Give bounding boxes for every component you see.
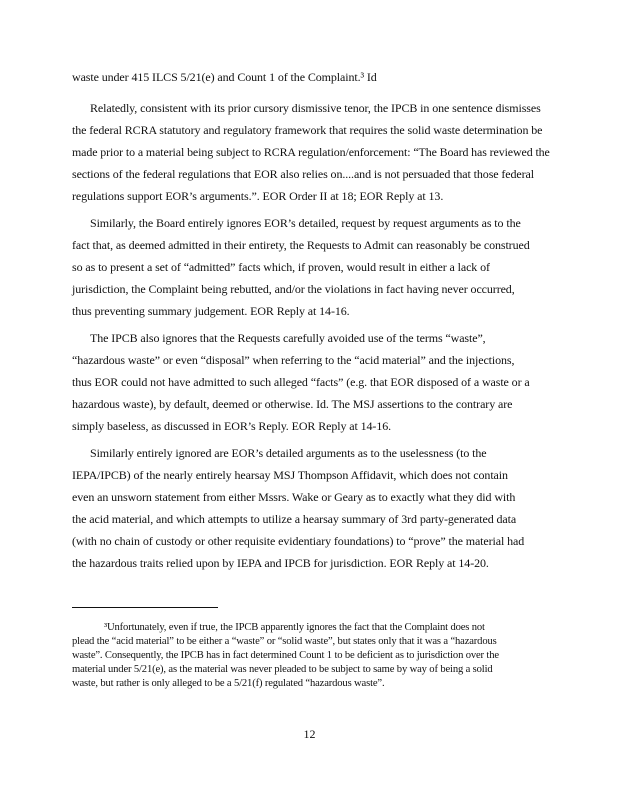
text-line: thus preventing summary judgement. EOR Reply at 14-16. [72, 304, 350, 318]
footnote-line: waste”. Consequently, the IPCB has in fact determined Count 1 to be deficient as to jurisdiction over the [72, 650, 499, 661]
text-line: sections of the federal regulations that EOR also relies on....and is not persuaded that those federal [72, 167, 534, 181]
text-line: thus EOR could not have admitted to such alleged “facts” (e.g. that EOR disposed of a waste or a [72, 375, 530, 389]
text-line: Relatedly, consistent with its prior cursory dismissive tenor, the IPCB in one sentence dismisses [90, 101, 541, 115]
text-line: the hazardous traits relied upon by IEPA and IPCB for jurisdiction. EOR Reply at 14-20. [72, 556, 489, 570]
footnote-line: waste, but rather is only alleged to be a 5/21(f) regulated “hazardous waste”. [72, 678, 385, 689]
text-line: Similarly, the Board entirely ignores EOR’s detailed, request by request arguments as to the [90, 216, 521, 230]
text-line: hazardous waste), by default, deemed or otherwise. Id. The MSJ assertions to the contrary are [72, 397, 513, 411]
footnote-line: material under 5/21(e), as the material was never pleaded to be subject to same by way of being a solid [72, 664, 493, 675]
footnote-line: plead the “acid material” to be either a “waste” or “solid waste”, but states only that it was a “hazardous [72, 636, 497, 647]
text-line: so as to present a set of “admitted” facts which, if proven, would result in either a lack of [72, 260, 490, 274]
text-line: (with no chain of custody or other requisite evidentiary foundations) to “prove” the material had [72, 534, 525, 548]
text-line: regulations support EOR’s arguments.”. EOR Order II at 18; EOR Reply at 13. [72, 189, 444, 203]
text-line: jurisdiction, the Complaint being rebutted, and/or the violations in fact having never occurred, [72, 282, 515, 296]
text-line: “hazardous waste” or even “disposal” when referring to the “acid material” and the injections, [72, 353, 515, 367]
text-line: fact that, as deemed admitted in their entirety, the Requests to Admit can reasonably be construed [72, 238, 530, 252]
footnote-separator [72, 607, 218, 608]
text-line: even an unsworn statement from either Mssrs. Wake or Geary as to exactly what they did with [72, 490, 516, 504]
text-line: the federal RCRA statutory and regulatory framework that requires the solid waste determination be [72, 123, 543, 137]
text-line: Similarly entirely ignored are EOR’s detailed arguments as to the uselessness (to the [90, 446, 487, 460]
text-line: waste under 415 ILCS 5/21(e) and Count 1 of the Complaint.³ Id [72, 70, 377, 84]
text-line: made prior to a material being subject to RCRA regulation/enforcement: “The Board has reviewed the [72, 145, 550, 159]
text-line: IEPA/IPCB) of the nearly entirely hearsay MSJ Thompson Affidavit, which does not contain [72, 468, 508, 482]
page-number: 12 [303, 727, 316, 741]
text-line: simply baseless, as discussed in EOR’s Reply. EOR Reply at 14-16. [72, 419, 392, 433]
text-line: the acid material, and which attempts to utilize a hearsay summary of 3rd party-generated data [72, 512, 517, 526]
footnote-line: ³Unfortunately, even if true, the IPCB apparently ignores the fact that the Complaint does not [104, 622, 485, 633]
text-line: The IPCB also ignores that the Requests carefully avoided use of the terms “waste”, [90, 331, 486, 345]
